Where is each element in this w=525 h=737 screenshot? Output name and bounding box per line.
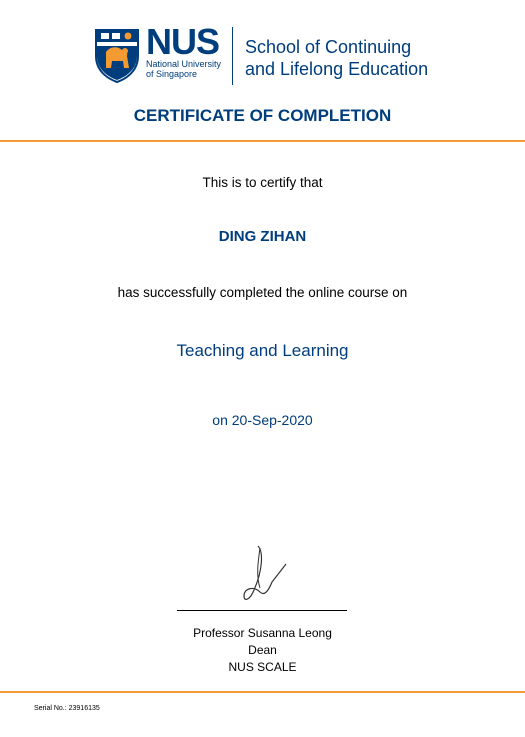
nus-logo-subtitle-line2: of Singapore: [146, 69, 198, 79]
signature-line: [177, 610, 347, 611]
intro-text: This is to certify that: [202, 175, 323, 190]
completion-date: on 20-Sep-2020: [212, 412, 313, 428]
signature: [238, 542, 294, 606]
school-name-line1: School of Continuing: [245, 37, 412, 57]
nus-scale-logo: [94, 21, 434, 87]
certificate-title: CERTIFICATE OF COMPLETION: [133, 106, 392, 125]
top-divider: [0, 140, 525, 142]
school-name-line2: and Lifelong Education: [245, 59, 429, 79]
nus-crest-icon: [94, 28, 140, 84]
signatory-role: Dean: [248, 643, 277, 657]
nus-logo-subtitle: [146, 59, 221, 79]
nus-logo-text: NUS: [146, 21, 220, 62]
signatory-name: Professor Susanna Leong: [193, 626, 332, 640]
school-name: [245, 36, 428, 80]
bottom-divider: [0, 691, 525, 693]
signatory-org: NUS SCALE: [228, 660, 297, 674]
nus-logo-subtitle-line1: National University: [146, 59, 222, 69]
serial-number: Serial No.: 23916135: [34, 705, 100, 712]
completion-text: has successfully completed the online course on: [117, 285, 408, 300]
course-name: Teaching and Learning: [176, 341, 349, 360]
logo-divider: [232, 27, 233, 85]
recipient-name: DING ZIHAN: [218, 228, 307, 245]
